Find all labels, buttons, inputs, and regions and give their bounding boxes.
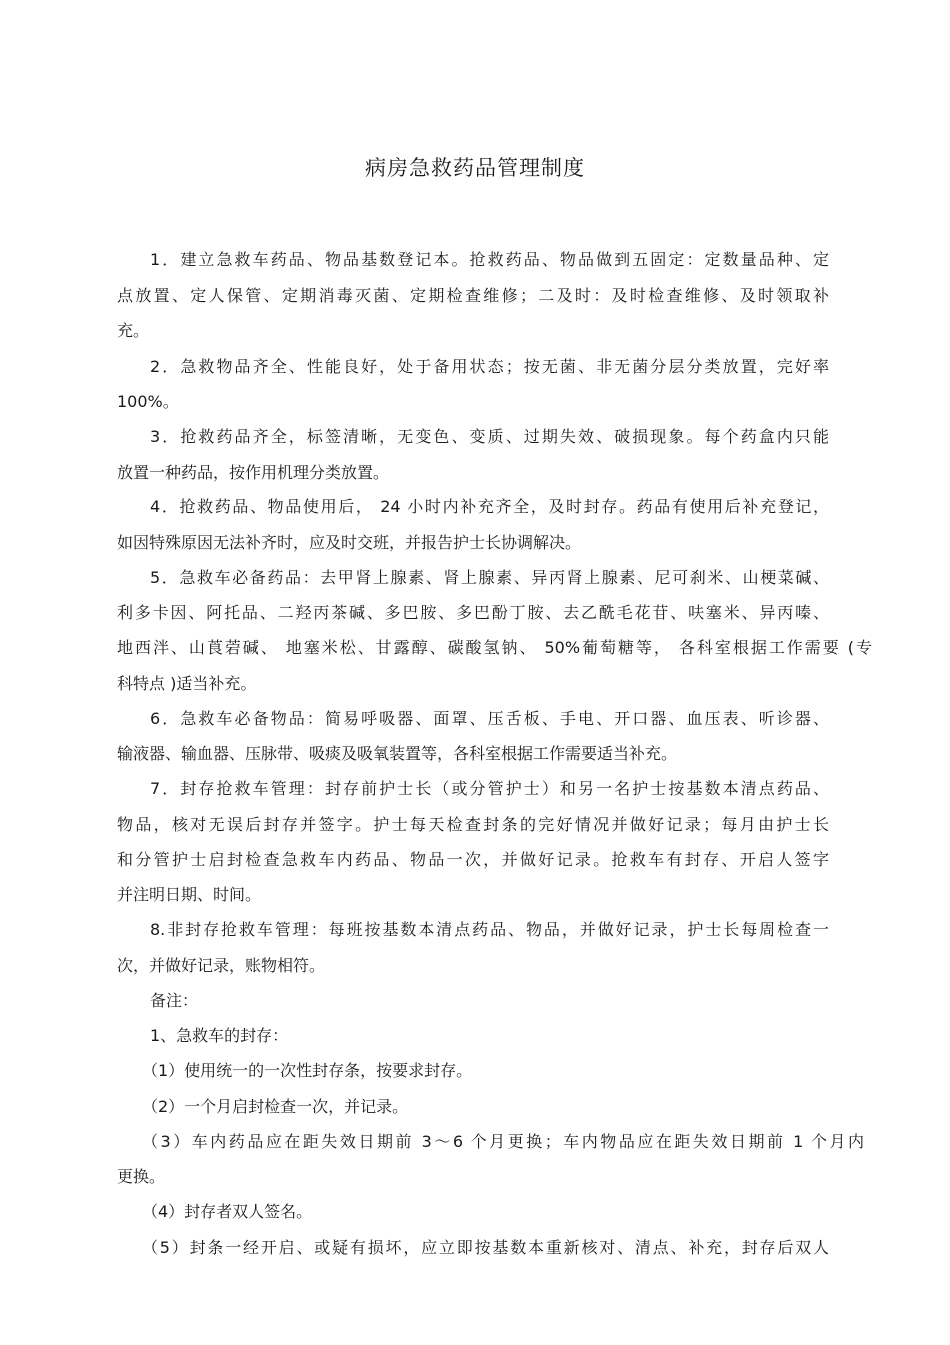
text-line: 地西泮、山莨菪碱、 地塞米松、甘露醇、碳酸氢钠、 50%葡萄糖等， 各科室根据工作需要 (专 [117,638,872,657]
text-line: （1）使用统一的一次性封存条，按要求封存。 [142,1061,473,1080]
page-title: 病房急救药品管理制度 [365,156,585,180]
text-line: （5）封条一经开启、或疑有损坏，应立即按基数本重新核对、清点、补充，封存后双人 [142,1238,829,1257]
text-line: 1、急救车的封存： [150,1026,289,1045]
text-line: 充。 [117,321,150,340]
text-line: 备注： [150,991,199,1010]
text-line: 利多卡因、阿托品、二羟丙茶碱、多巴胺、多巴酚丁胺、去乙酰毛花苷、呋塞米、异丙嗪、 [117,603,829,622]
text-line: 6．急救车必备物品：简易呼吸器、面罩、压舌板、手电、开口器、血压表、听诊器、 [150,709,829,728]
text-line: 2．急救物品齐全、性能良好，处于备用状态；按无菌、非无菌分层分类放置，完好率 [150,357,829,376]
text-line: 7．封存抢救车管理：封存前护士长（或分管护士）和另一名护士按基数本清点药品、 [150,779,829,798]
text-line: 5．急救车必备药品：去甲肾上腺素、肾上腺素、异丙肾上腺素、尼可刹米、山梗菜碱、 [150,568,829,587]
text-line: 更换。 [117,1167,166,1186]
text-line: 4．抢救药品、物品使用后， 24 小时内补充齐全，及时封存。药品有使用后补充登记， [150,497,829,516]
text-line: （2）一个月启封检查一次，并记录。 [142,1097,409,1116]
text-line: 100%。 [117,392,179,411]
text-line: 输液器、输血器、压脉带、吸痰及吸氧装置等，各科室根据工作需要适当补充。 [117,744,678,763]
text-line: 并注明日期、时间。 [117,885,262,904]
text-line: 放置一种药品，按作用机理分类放置。 [117,463,390,482]
text-line: （3）车内药品应在距失效日期前 3～6 个月更换；车内物品应在距失效日期前 1 个月内 [142,1132,864,1151]
text-line: 物品，核对无误后封存并签字。护士每天检查封条的完好情况并做好记录；每月由护士长 [117,815,829,834]
text-line: 8.非封存抢救车管理：每班按基数本清点药品、物品，并做好记录，护士长每周检查一 [150,920,829,939]
text-line: 点放置、定人保管、定期消毒灭菌、定期检查维修；二及时：及时检查维修、及时领取补 [117,286,829,305]
text-line: 3．抢救药品齐全，标签清晰，无变色、变质、过期失效、破损现象。每个药盒内只能 [150,427,829,446]
text-line: 科特点 )适当补充。 [117,674,257,693]
text-line: 次，并做好记录，账物相符。 [117,956,326,975]
text-line: （4）封存者双人签名。 [142,1202,313,1221]
text-line: 和分管护士启封检查急救车内药品、物品一次，并做好记录。抢救车有封存、开启人签字 [117,850,829,869]
text-line: 如因特殊原因无法补齐时，应及时交班，并报告护士长协调解决。 [117,533,582,552]
text-line: 1．建立急救车药品、物品基数登记本。抢救药品、物品做到五固定：定数量品种、定 [150,250,829,269]
